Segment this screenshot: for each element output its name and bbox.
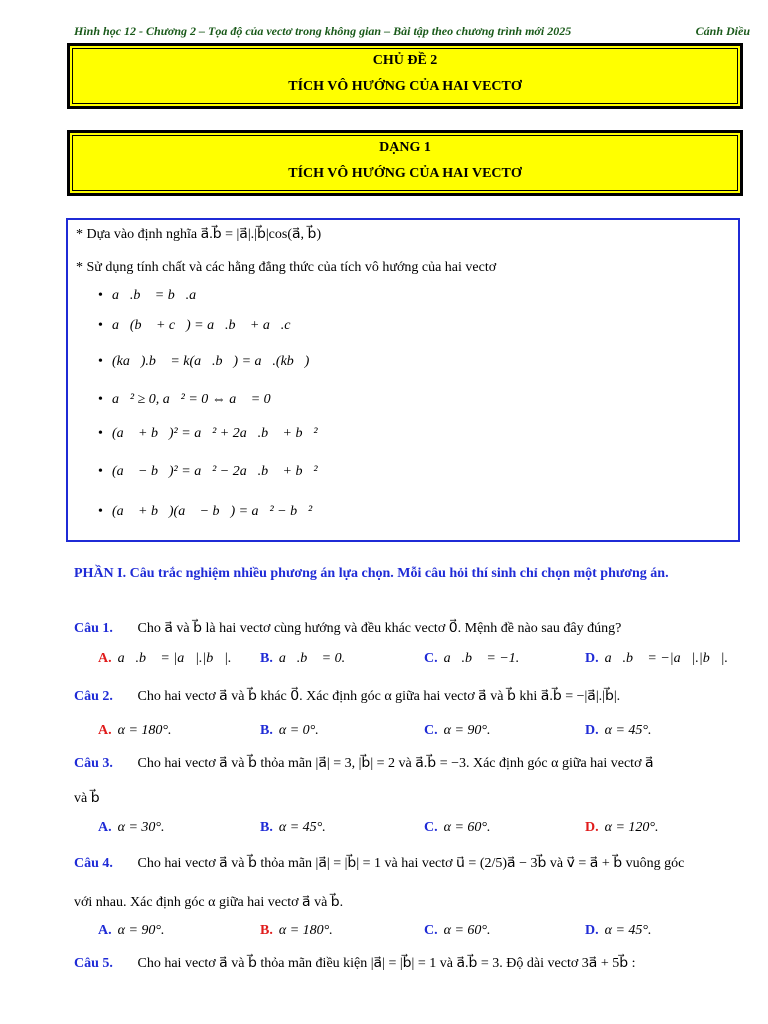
question-text-continued: với nhau. Xác định góc α giữa hai vectơ a⃗ và b⃗. — [74, 895, 344, 910]
question-text-continued: và b⃗ — [74, 791, 100, 806]
question-2 — [74, 688, 734, 705]
topic-number: CHỦ ĐỀ 2 — [372, 53, 438, 68]
option-d: D. α = 120°. — [585, 820, 659, 835]
option-c: C. α = 60°. — [424, 923, 491, 938]
form-banner — [67, 130, 743, 196]
page-header — [74, 24, 750, 42]
formula-item: • a⃗² ≥ 0, a⃗² = 0 ⇔ a⃗ = 0 — [112, 392, 271, 408]
formula-item: • (a⃗ − b⃗)² = a⃗² − 2a⃗.b⃗ + b⃗² — [112, 464, 318, 480]
option-a: A. α = 180°. — [98, 723, 172, 738]
formula-item: • (ka⃗).b⃗ = k(a⃗.b⃗) = a⃗.(kb⃗) — [112, 354, 309, 370]
question-text: Cho hai vectơ a⃗ và b⃗ thỏa mãn |a⃗| = |b⃗| = 1 và hai vectơ u⃗ = (2/5)a⃗ − 3b⃗ và v⃗ = a⃗ + b⃗ vuông góc — [137, 856, 685, 871]
formula-item: • a⃗.b⃗ = b⃗.a⃗ — [112, 288, 207, 304]
option-b: B. α = 45°. — [260, 820, 326, 835]
formula-item: • a⃗(b⃗ + c⃗) = a⃗.b⃗ + a⃗.c⃗ — [112, 318, 301, 334]
part-title: PHẦN I. Câu trắc nghiệm nhiều phương án lựa chọn. Mỗi câu hỏi thí sinh chỉ chọn một phương án. — [74, 566, 669, 581]
option-a: A. α = 30°. — [98, 820, 165, 835]
definition-line: * Dựa vào định nghĩa a⃗.b⃗ = |a⃗|.|b⃗|cos(a⃗, b⃗) — [76, 227, 322, 242]
question-4-continued — [74, 894, 734, 911]
option-d: D. a⃗.b⃗ = −|a⃗|.|b⃗|. — [585, 651, 728, 666]
question-3-continued — [74, 790, 734, 807]
question-label: Câu 2. — [74, 689, 113, 704]
question-5 — [74, 955, 734, 972]
option-d: D. α = 45°. — [585, 723, 652, 738]
question-text: Cho hai vectơ a⃗ và b⃗ khác 0⃗. Xác định góc α giữa hai vectơ a⃗ và b⃗ khi a⃗.b⃗ = −|a⃗|.|b⃗|. — [137, 689, 621, 704]
option-c: C. a⃗.b⃗ = −1. — [424, 651, 520, 666]
option-d: D. α = 45°. — [585, 923, 652, 938]
option-b: B. α = 180°. — [260, 923, 333, 938]
question-label: Câu 5. — [74, 956, 113, 971]
header-title: Hình học 12 - Chương 2 – Tọa độ của vectơ trong không gian – Bài tập theo chương trình mới 2025 — [74, 24, 572, 38]
topic-banner — [67, 43, 743, 109]
question-label: Câu 4. — [74, 856, 113, 871]
form-title: TÍCH VÔ HƯỚNG CỦA HAI VECTƠ — [288, 166, 522, 181]
question-text: Cho hai vectơ a⃗ và b⃗ thỏa mãn điều kiện |a⃗| = |b⃗| = 1 và a⃗.b⃗ = 3. Độ dài vectơ 3a⃗ + 5b⃗ : — [137, 956, 636, 971]
topic-title: TÍCH VÔ HƯỚNG CỦA HAI VECTƠ — [288, 79, 522, 94]
formula-item: • (a⃗ + b⃗)² = a⃗² + 2a⃗.b⃗ + b⃗² — [112, 426, 318, 442]
option-b: B. a⃗.b⃗ = 0. — [260, 651, 346, 666]
option-b: B. α = 0°. — [260, 723, 319, 738]
properties-line: * Sử dụng tính chất và các hằng đẳng thức của tích vô hướng của hai vectơ — [76, 260, 497, 275]
header-publisher: Cánh Diều — [695, 24, 750, 38]
option-a: A. α = 90°. — [98, 923, 165, 938]
question-text: Cho hai vectơ a⃗ và b⃗ thỏa mãn |a⃗| = 3, |b⃗| = 2 và a⃗.b⃗ = −3. Xác định góc α giữa hai vectơ a⃗ — [137, 756, 654, 771]
question-text: Cho a⃗ và b⃗ là hai vectơ cùng hướng và đều khác vectơ 0⃗. Mệnh đề nào sau đây đúng? — [137, 621, 622, 636]
theory-box — [66, 218, 740, 542]
question-1 — [74, 620, 734, 637]
option-a: A. a⃗.b⃗ = |a⃗|.|b⃗|. — [98, 651, 232, 666]
question-4 — [74, 855, 734, 872]
option-c: C. α = 60°. — [424, 820, 491, 835]
question-3 — [74, 755, 734, 772]
question-label: Câu 1. — [74, 621, 113, 636]
formula-item: • (a⃗ + b⃗)(a⃗ − b⃗) = a⃗² − b⃗² — [112, 504, 312, 520]
form-number: DẠNG 1 — [379, 140, 431, 155]
option-c: C. α = 90°. — [424, 723, 491, 738]
question-label: Câu 3. — [74, 756, 113, 771]
